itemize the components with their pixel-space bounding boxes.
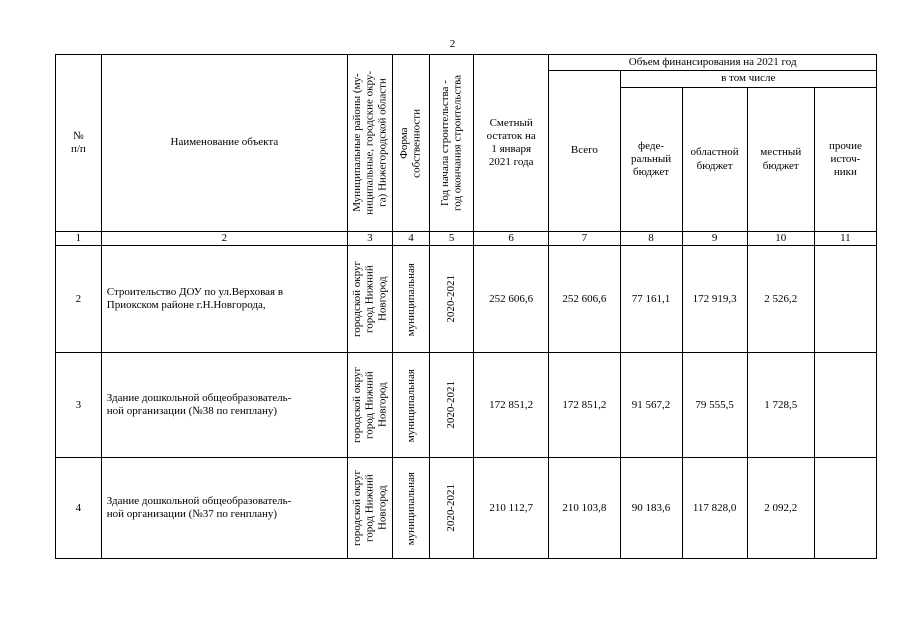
local-cell: 2 092,2 [747, 458, 814, 559]
column-number: 2 [101, 232, 347, 246]
federal-cell: 91 567,2 [620, 353, 682, 458]
column-number: 5 [430, 232, 474, 246]
regional-cell: 79 555,5 [682, 353, 747, 458]
total-cell: 252 606,6 [549, 246, 620, 353]
financing-table [55, 54, 877, 559]
years-cell: 2020-2021 [430, 353, 474, 458]
row-number: 2 [56, 246, 102, 353]
years-cell: 2020-2021 [430, 246, 474, 353]
balance-cell: 172 851,2 [474, 353, 549, 458]
total-cell: 172 851,2 [549, 353, 620, 458]
ownership-cell: муниципальная [392, 353, 430, 458]
municipality-cell: городской округ город Нижний Новгород [347, 353, 392, 458]
column-number: 4 [392, 232, 430, 246]
table-row [56, 353, 877, 458]
object-name: Здание дошкольной общеобразователь- ной организации (№38 по генплану) [101, 353, 347, 458]
header-ownership: Форма собственности [392, 55, 430, 232]
federal-cell: 77 161,1 [620, 246, 682, 353]
header-local: местный бюджет [747, 88, 814, 232]
page-number: 2 [449, 38, 456, 50]
header-including-group: в том числе [620, 71, 876, 88]
header-federal: феде- ральный бюджет [620, 88, 682, 232]
municipality-cell: городской округ город Нижний Новгород [347, 458, 392, 559]
header-other: прочие источ- ники [814, 88, 876, 232]
object-name: Строительство ДОУ по ул.Верховая в Приокском районе г.Н.Новгорода, [101, 246, 347, 353]
federal-cell: 90 183,6 [620, 458, 682, 559]
column-number: 3 [347, 232, 392, 246]
header-total: Всего [549, 71, 620, 232]
local-cell: 1 728,5 [747, 353, 814, 458]
object-name: Здание дошкольной общеобразователь- ной организации (№37 по генплану) [101, 458, 347, 559]
other-cell [814, 246, 876, 353]
municipality-cell: городской округ город Нижний Новгород [347, 246, 392, 353]
header-financing-group: Объем финансирования на 2021 год [549, 55, 877, 71]
row-number: 3 [56, 353, 102, 458]
column-number: 6 [474, 232, 549, 246]
years-cell: 2020-2021 [430, 458, 474, 559]
header-object-name: Наименование объекта [101, 55, 347, 232]
balance-cell: 252 606,6 [474, 246, 549, 353]
table-row [56, 246, 877, 353]
header-construction-years: Год начала строительства - год окончания строительства [430, 55, 474, 232]
column-number: 9 [682, 232, 747, 246]
total-cell: 210 103,8 [549, 458, 620, 559]
column-number-row [56, 232, 877, 246]
header-municipality: Муниципальные районы (му- ниципальные, городские окру- га) Нижегородской области [347, 55, 392, 232]
table-row [56, 458, 877, 559]
column-number: 11 [814, 232, 876, 246]
column-number: 8 [620, 232, 682, 246]
column-number: 1 [56, 232, 102, 246]
column-number: 10 [747, 232, 814, 246]
ownership-cell: муниципальная [392, 246, 430, 353]
other-cell [814, 458, 876, 559]
header-number: № п/п [56, 55, 102, 232]
ownership-cell: муниципальная [392, 458, 430, 559]
column-number: 7 [549, 232, 620, 246]
regional-cell: 172 919,3 [682, 246, 747, 353]
other-cell [814, 353, 876, 458]
header-regional: областной бюджет [682, 88, 747, 232]
row-number: 4 [56, 458, 102, 559]
header-estimate-balance: Сметный остаток на 1 января 2021 года [474, 55, 549, 232]
regional-cell: 117 828,0 [682, 458, 747, 559]
balance-cell: 210 112,7 [474, 458, 549, 559]
local-cell: 2 526,2 [747, 246, 814, 353]
